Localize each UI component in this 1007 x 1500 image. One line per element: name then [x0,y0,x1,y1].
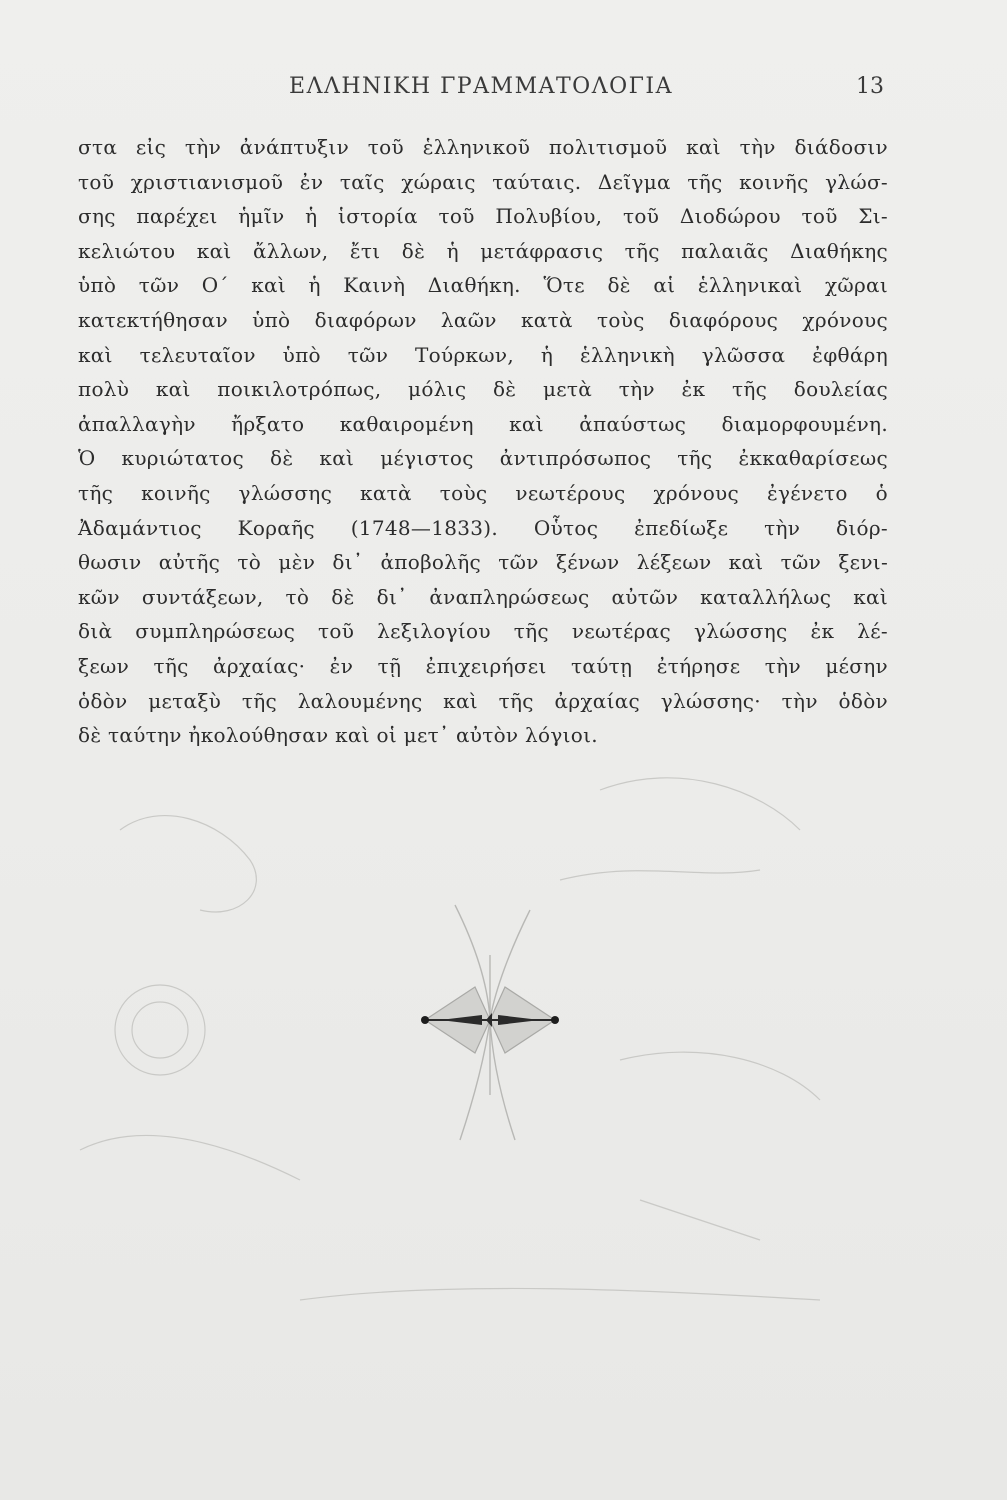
text-line: τοῦ χριστιανισμοῦ ἐν ταῖς χώραις ταύταις. Δεῖγμα τῆς κοινῆς γλώσ- [78,169,888,194]
text-line: Ἀδαμάντιος Κοραῆς (1748—1833). Οὗτος ἐπεδίωξε τὴν διόρ- [78,515,888,540]
text-line: κατεκτήθησαν ὑπὸ διαφόρων λαῶν κατὰ τοὺς διαφόρους χρόνους [78,307,888,332]
text-line: ξεων τῆς ἀρχαίας· ἐν τῇ ἐπιχειρήσει ταύτῃ ἐτήρησε τὴν μέσην [78,653,888,678]
text-line: Ὁ κυριώτατος δὲ καὶ μέγιστος ἀντιπρόσωπος τῆς ἐκκαθαρίσεως [78,446,888,471]
text-line: τῆς κοινῆς γλώσσης κατὰ τοὺς νεωτέρους χρόνους ἐγένετο ὁ [78,480,888,505]
text-line: θωσιν αὐτῆς τὸ μὲν δι᾽ ἀποβολῆς τῶν ξένων λέξεων καὶ τῶν ξενι- [78,550,888,575]
text-line: καὶ τελευταῖον ὑπὸ τῶν Τούρκων, ἡ ἑλληνικὴ γλῶσσα ἐφθάρη [78,342,888,367]
running-header [78,74,884,104]
text-line: διὰ συμπληρώσεως τοῦ λεξιλογίου τῆς νεωτέρας γλώσσης ἐκ λέ- [78,619,888,644]
text-line: ἀπαλλαγὴν ἤρξατο καθαιρομένη καὶ ἀπαύστως διαμορφουμένη. [78,411,888,436]
text-line: πολὺ καὶ ποικιλοτρόπως, μόλις δὲ μετὰ τὴν ἐκ τῆς δουλείας [78,377,888,402]
text-line: σης παρέχει ἡμῖν ἡ ἱστορία τοῦ Πολυβίου, τοῦ Διοδώρου τοῦ Σι- [78,204,888,229]
page-number: 13 [856,74,884,99]
running-header-title: ΕΛΛΗΝΙΚΗ ΓΡΑΜΜΑΤΟΛΟΓΙΑ [289,74,673,99]
text-line: στα εἰς τὴν ἀνάπτυξιν τοῦ ἑλληνικοῦ πολιτισμοῦ καὶ τὴν διάδοσιν [78,135,888,159]
text-line: κῶν συντάξεων, τὸ δὲ δι᾽ ἀναπληρώσεως αὐτῶν καταλλήλως καὶ [78,584,888,609]
body-paragraph [78,130,888,753]
text-line: ὁδὸν μεταξὺ τῆς λαλουμένης καὶ τῆς ἀρχαίας γλώσσης· τὴν ὁδὸν [78,688,888,713]
text-line: κελιώτου καὶ ἄλλων, ἔτι δὲ ἡ μετάφρασις τῆς παλαιᾶς Διαθήκης [78,238,888,263]
text-line: δὲ ταύτην ἠκολούθησαν καὶ οἱ μετ᾽ αὐτὸν λόγιοι. [78,723,598,748]
text-line: ὑπὸ τῶν Ο΄ καὶ ἡ Καινὴ Διαθήκη. Ὅτε δὲ αἱ ἑλληνικαὶ χῶραι [78,273,888,298]
diamond-arrow-ornament-icon [400,895,580,1145]
